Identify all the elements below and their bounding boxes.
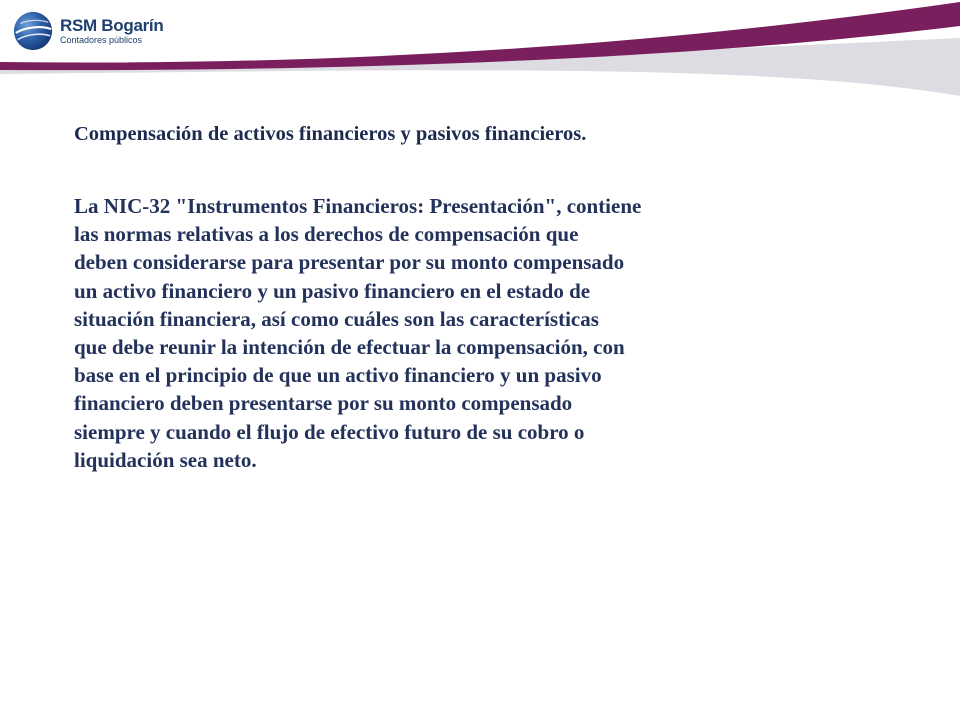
slide-title: Compensación de activos financieros y pasivos financieros. <box>74 123 587 145</box>
body-line: La NIC-32 "Instrumentos Financieros: Presentación", contiene <box>74 194 642 218</box>
body-line: que debe reunir la intención de efectuar la compensación, con <box>74 335 625 360</box>
slide-content <box>74 120 826 474</box>
brand-subtitle: Contadores públicos <box>60 34 143 45</box>
body-line: base en el principio de que un activo financiero y un pasivo <box>74 363 602 388</box>
globe-icon <box>12 10 54 52</box>
company-logo <box>12 10 163 52</box>
body-line: las normas relativas a los derechos de compensación que <box>74 222 579 247</box>
body-line: un activo financiero y un pasivo financiero en el estado de <box>74 278 591 303</box>
slide-body <box>74 192 826 474</box>
body-line: liquidación sea neto. <box>74 447 257 472</box>
body-line: deben considerarse para presentar por su monto compensado <box>74 250 625 275</box>
brand-name: RSM Bogarín <box>60 15 164 35</box>
body-line: situación financiera, así como cuáles son las características <box>74 306 599 331</box>
body-line: siempre y cuando el flujo de efectivo futuro de su cobro o <box>74 419 585 444</box>
body-line: financiero deben presentarse por su monto compensado <box>74 391 573 416</box>
